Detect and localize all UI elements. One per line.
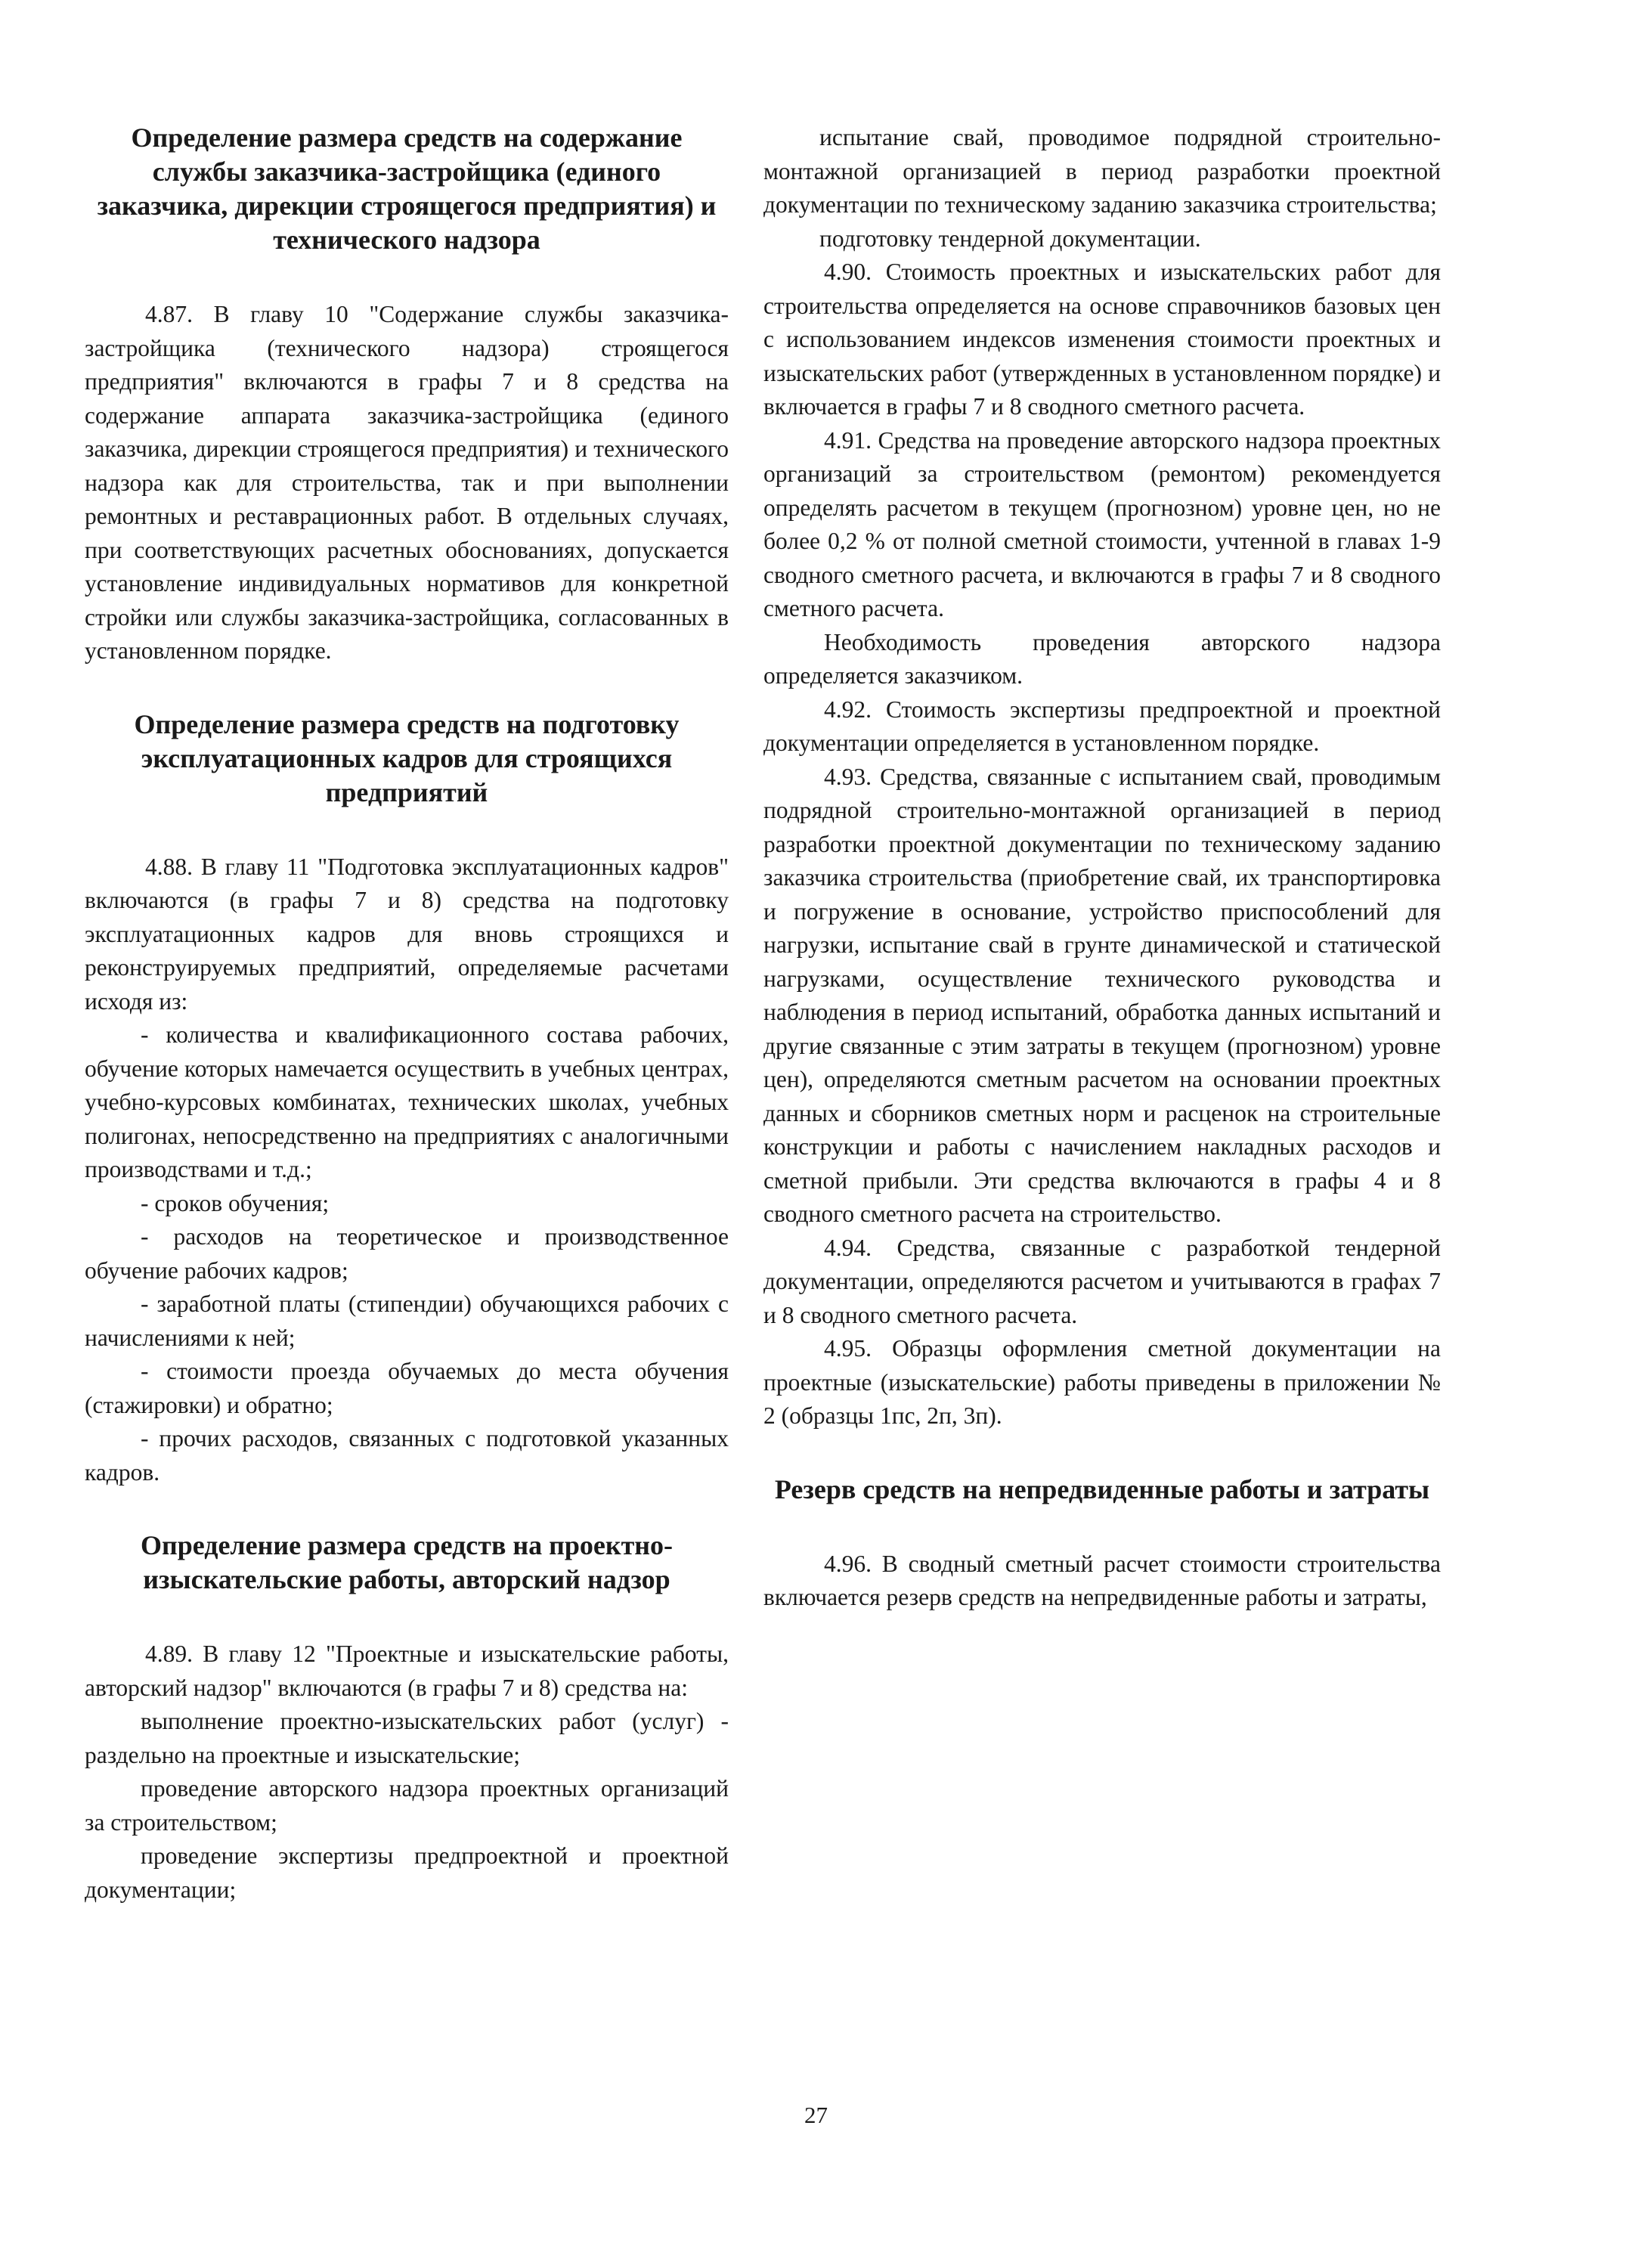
section-heading-design-survey: Определение размера средств на проектно-изыскательские работы, авторский надзор — [140, 1530, 674, 1594]
paragraph-4-88: 4.88. В главу 11 "Подготовка эксплуатационных кадров" включаются (в графы 7 и 8) средства на подготовку эксплуатационных кадров для вновь строящихся и реконструируемых предприятий, определяемые расчетами исходя из: — [85, 853, 729, 1015]
right-column — [763, 121, 1441, 1615]
paragraph-4-87: 4.87. В главу 10 "Содержание службы заказчика-застройщика (технического надзора) строящегося предприятия" включаются в графы 7 и 8 средства на содержание аппарата заказчика-застройщика (единого заказчика, дирекции строящегося предприятия) и технического надзора как для строительства, так и при выполнении ремонтных и реставрационных работ. В отдельных случаях, при соответствующих расчетных обоснованиях, допускается установление индивидуальных нормативов для конкретной стройки или службы заказчика-застройщика, согласованных в установленном порядке. — [85, 301, 729, 664]
paragraph-4-90: 4.90. Стоимость проектных и изыскательских работ для строительства определяется на основе справочников базовых цен с использованием индексов изменения стоимости проектных и изыскательских работ (утвержденных в установленном порядке) и включается в графы 7 и 8 сводного сметного расчета. — [763, 259, 1441, 420]
section-heading-reserve: Резерв средств на непредвиденные работы и затраты — [774, 1473, 1430, 1504]
list-item: - стоимости проезда обучаемых до места обучения (стажировки) и обратно; — [85, 1358, 729, 1418]
list-item: - количества и квалификационного состава рабочих, обучение которых намечается осуществить в учебных центрах, учебно-курсовых комбинатах, технических школах, учебных полигонах, непосредственно на предприятиях с аналогичными производствами и т.д.; — [85, 1021, 729, 1182]
list-item: - расходов на теоретическое и производственное обучение рабочих кадров; — [85, 1223, 729, 1284]
list-item: - сроков обучения; — [141, 1189, 330, 1216]
list-item: выполнение проектно-изыскательских работ (услуг) - раздельно на проектные и изыскательские; — [85, 1708, 729, 1768]
list-item: - заработной платы (стипендии) обучающихся рабочих с начислениями к ней; — [85, 1290, 729, 1351]
list-item: подготовку тендерной документации. — [819, 225, 1201, 252]
section-heading-customer-service: Определение размера средств на содержание службы заказчика-застройщика (единого заказчика, дирекции строящегося предприятия) и технического надзора — [97, 122, 717, 255]
paragraph-4-91-note: Необходимость проведения авторского надзора определяется заказчиком. — [763, 628, 1441, 689]
list-item: проведение экспертизы предпроектной и проектной документации; — [85, 1842, 729, 1903]
section-heading-staff-training: Определение размера средств на подготовку эксплуатационных кадров для строящихся предприятий — [134, 708, 680, 807]
paragraph-4-92: 4.92. Стоимость экспертизы предпроектной и проектной документации определяется в установленном порядке. — [763, 696, 1441, 756]
paragraph-4-93: 4.93. Средства, связанные с испытанием свай, проводимым подрядной строительно-монтажной организацией в период разработки проектной документации по техническому заданию заказчика строительства (приобретение свай, их транспортировка и погружение в основание, устройство приспособлений для нагрузки, испытание свай в грунте динамической и статической нагрузками, осуществление технического руководства и наблюдения в период испытаний, обработка данных испытаний и другие связанные с этим затраты в текущем (прогнозном) уровне цен), определяются сметным расчетом на основании проектных данных и сборников сметных норм и расценок на строительные конструкции и работы с начислением накладных расходов и сметной прибыли. Эти средства включаются в графы 4 и 8 сводного сметного расчета на строительство. — [763, 763, 1441, 1227]
paragraph-4-89: 4.89. В главу 12 "Проектные и изыскательские работы, авторский надзор" включаются (в графы 7 и 8) средства на: — [85, 1641, 729, 1701]
page-number: 27 — [804, 2102, 828, 2128]
paragraph-4-91: 4.91. Средства на проведение авторского надзора проектных организаций за строительством (ремонтом) рекомендуется определять расчетом в текущем (прогнозном) уровне цен, но не более 0,2 % от полной сметной стоимости, учтенной в главах 1-9 сводного сметного расчета, и включаются в графы 7 и 8 сводного сметного расчета. — [763, 426, 1441, 621]
list-item: - прочих расходов, связанных с подготовкой указанных кадров. — [85, 1425, 729, 1486]
paragraph-4-94: 4.94. Средства, связанные с разработкой тендерной документации, определяются расчетом и учитываются в графах 7 и 8 сводного сметного расчета. — [763, 1234, 1441, 1328]
list-item: проведение авторского надзора проектных организаций за строительством; — [85, 1775, 729, 1836]
paragraph-4-95: 4.95. Образцы оформления сметной документации на проектные (изыскательские) работы приведены в приложении № 2 (образцы 1пс, 2п, 3п). — [763, 1335, 1441, 1429]
paragraph-4-96: 4.96. В сводный сметный расчет стоимости строительства включается резерв средств на непредвиденные работы и затраты, — [763, 1550, 1441, 1610]
list-item: испытание свай, проводимое подрядной строительно-монтажной организацией в период разработки проектной документации по техническому заданию заказчика строительства; — [763, 124, 1441, 218]
left-column — [85, 121, 729, 1907]
